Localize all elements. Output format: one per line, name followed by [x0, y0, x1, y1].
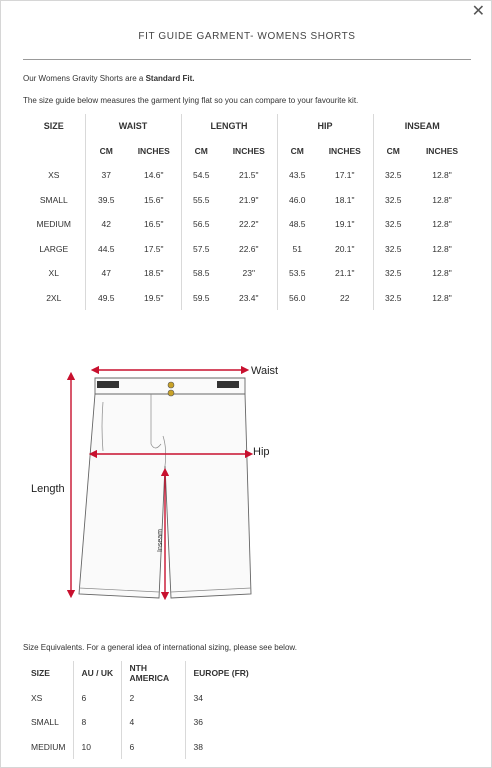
value-cell: 32.5 — [384, 194, 402, 205]
value-cell: 2 — [121, 686, 185, 711]
value-cell: 12.8" — [432, 194, 452, 205]
size-cell: XS — [23, 163, 85, 188]
value-cell: 57.5 — [192, 243, 210, 254]
value-cell: 46.0 — [288, 194, 306, 205]
value-cell: 16.5" — [127, 212, 181, 237]
waistband-label-left — [97, 381, 119, 388]
subheader-cm: CM — [290, 145, 304, 156]
inseam-label: Inseam — [157, 529, 164, 552]
value-cell: 4 — [121, 710, 185, 735]
value-cell: 32.5 — [384, 243, 402, 254]
header-length: LENGTH — [181, 114, 277, 139]
eq-header-au-uk: AU / UK — [73, 661, 121, 686]
value-cell: 49.5 — [97, 292, 115, 303]
size-cell: XS — [31, 692, 43, 703]
header-size: SIZE — [23, 114, 85, 139]
length-label: Length — [31, 483, 65, 495]
value-cell: 18.5" — [127, 261, 181, 286]
value-cell: 22.2" — [221, 212, 277, 237]
value-cell: 34 — [185, 686, 255, 711]
table-row — [23, 735, 255, 760]
measure-intro: The size guide below measures the garment lying flat so you can compare to your favourite kit. — [23, 96, 359, 105]
value-cell: 58.5 — [192, 268, 210, 279]
fit-intro-text: Our Womens Gravity Shorts are a — [23, 74, 146, 83]
waist-label: Waist — [251, 365, 279, 377]
value-cell: 43.5 — [288, 170, 306, 181]
button-icon — [168, 390, 174, 396]
value-cell: 19.5" — [127, 286, 181, 311]
subheader-inches: INCHES — [317, 139, 373, 164]
value-cell: 32.5 — [384, 219, 402, 230]
subheader-inches: INCHES — [127, 139, 181, 164]
value-cell: 22 — [317, 286, 373, 311]
value-cell: 56.0 — [288, 292, 306, 303]
shorts-measurement-diagram — [23, 356, 323, 616]
table-row — [23, 286, 471, 311]
value-cell: 17.5" — [127, 237, 181, 262]
subheader-cm: CM — [194, 145, 208, 156]
value-cell: 39.5 — [97, 194, 115, 205]
table-row — [23, 188, 471, 213]
fit-type: Standard Fit. — [145, 74, 195, 83]
size-cell: MEDIUM — [23, 212, 85, 237]
value-cell: 12.8" — [432, 219, 452, 230]
value-cell: 59.5 — [192, 292, 210, 303]
value-cell: 54.5 — [192, 170, 210, 181]
eq-header-nth-america: NTH AMERICA — [121, 661, 185, 686]
size-table-subheader-row — [23, 139, 471, 164]
value-cell: 48.5 — [288, 219, 306, 230]
equivalents-header-row — [23, 661, 255, 686]
table-row — [23, 212, 471, 237]
waistband-label-right — [217, 381, 239, 388]
value-cell: 47 — [101, 268, 111, 279]
header-waist: WAIST — [85, 114, 181, 139]
value-cell: 32.5 — [384, 292, 402, 303]
eq-header-europe: EUROPE (FR) — [185, 661, 255, 686]
value-cell: 55.5 — [192, 194, 210, 205]
size-table-header-row — [23, 114, 471, 139]
value-cell: 19.1" — [317, 212, 373, 237]
hip-label: Hip — [253, 446, 270, 458]
value-cell: 32.5 — [384, 268, 402, 279]
value-cell: 12.8" — [432, 268, 452, 279]
value-cell: 8 — [73, 710, 121, 735]
size-cell: SMALL — [31, 717, 59, 728]
size-cell: LARGE — [23, 237, 85, 262]
subheader-inches: INCHES — [221, 139, 277, 164]
value-cell: 32.5 — [384, 170, 402, 181]
value-cell: 6 — [73, 686, 121, 711]
fit-intro — [23, 74, 194, 83]
value-cell: 6 — [121, 735, 185, 760]
table-row — [23, 261, 471, 286]
value-cell: 36 — [185, 710, 255, 735]
value-cell: 38 — [185, 735, 255, 760]
header-hip: HIP — [277, 114, 373, 139]
subheader-inches: INCHES — [425, 145, 459, 156]
value-cell: 44.5 — [97, 243, 115, 254]
value-cell: 37 — [101, 170, 111, 181]
value-cell: 42 — [101, 219, 111, 230]
size-cell: SMALL — [23, 188, 85, 213]
value-cell: 12.8" — [432, 243, 452, 254]
value-cell: 15.6" — [127, 188, 181, 213]
value-cell: 21.1" — [317, 261, 373, 286]
value-cell: 12.8" — [432, 170, 452, 181]
value-cell: 23.4" — [221, 286, 277, 311]
size-cell: 2XL — [23, 286, 85, 311]
value-cell: 53.5 — [288, 268, 306, 279]
value-cell: 20.1" — [317, 237, 373, 262]
value-cell: 12.8" — [432, 292, 452, 303]
equivalents-intro: Size Equivalents. For a general idea of international sizing, please see below. — [23, 643, 297, 652]
eq-header-size: SIZE — [31, 668, 50, 679]
close-icon[interactable]: ✕ — [471, 3, 485, 20]
table-row — [23, 237, 471, 262]
shorts-illustration — [23, 356, 323, 616]
value-cell: 51 — [292, 243, 302, 254]
table-row — [23, 163, 471, 188]
table-row — [23, 686, 255, 711]
value-cell: 14.6" — [127, 163, 181, 188]
header-inseam: INSEAM — [404, 121, 440, 132]
title-divider — [23, 59, 471, 60]
button-icon — [168, 382, 174, 388]
size-cell: XL — [23, 261, 85, 286]
subheader-cm: CM — [386, 145, 400, 156]
value-cell: 22.6" — [221, 237, 277, 262]
value-cell: 17.1" — [317, 163, 373, 188]
subheader-cm: CM — [99, 145, 113, 156]
value-cell: 21.9" — [221, 188, 277, 213]
value-cell: 10 — [73, 735, 121, 760]
table-row — [23, 710, 255, 735]
modal-title: FIT GUIDE GARMENT- WOMENS SHORTS — [138, 31, 356, 42]
value-cell: 56.5 — [192, 219, 210, 230]
value-cell: 23" — [221, 261, 277, 286]
size-equivalents-table — [23, 661, 255, 759]
value-cell: 18.1" — [317, 188, 373, 213]
size-table — [23, 114, 471, 310]
size-cell: MEDIUM — [31, 741, 66, 752]
value-cell: 21.5" — [221, 163, 277, 188]
